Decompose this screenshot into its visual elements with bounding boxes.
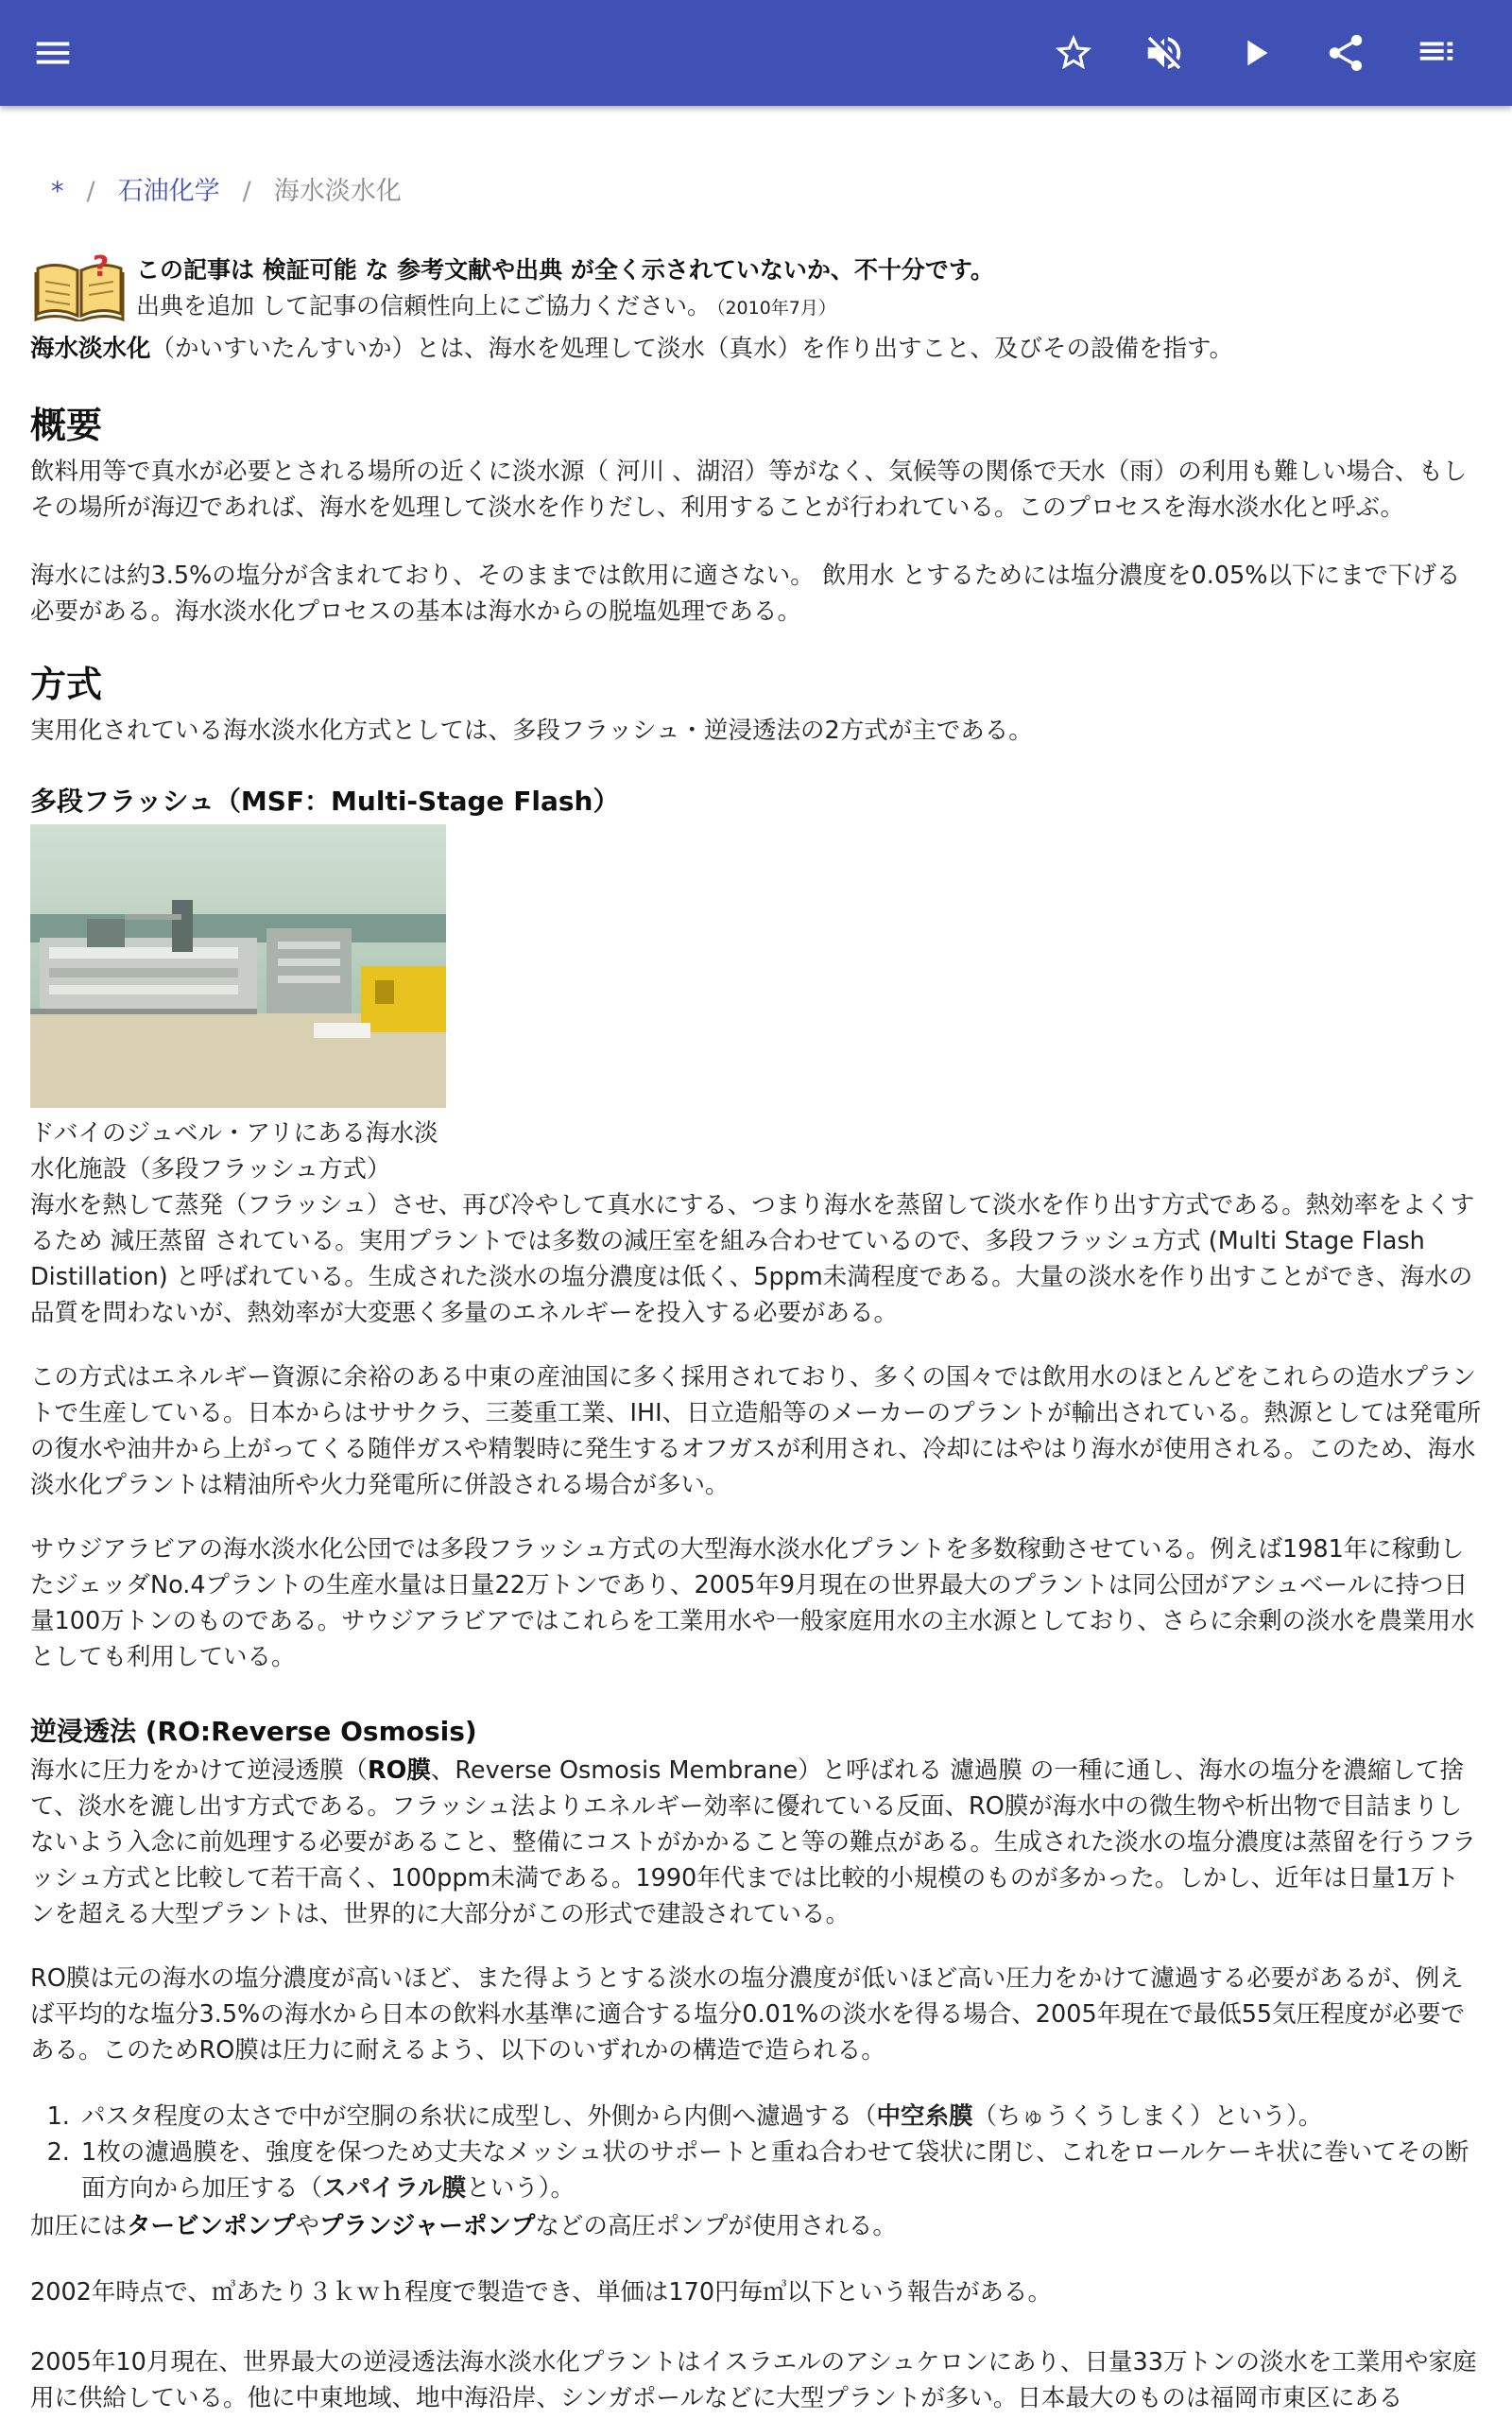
breadcrumb-separator: /: [86, 177, 95, 206]
intro-paragraph: [30, 331, 1482, 367]
methods-paragraph: 実用化されている海水淡水化方式としては、多段フラッシュ・逆浸透法の2方式が主である。: [30, 717, 1033, 745]
photo-caption: ドバイのジュベル・アリにある海水淡水化施設（多段フラッシュ方式）: [30, 1119, 438, 1184]
ro-text-c: 、Reverse Osmosis Membrane）と呼ばれる 濾過膜 の一種に通し、海水の塩分を濃縮して捨て、淡水を漉し出す方式である。フラッシュ法よりエネルギー効率に優れている反面、RO膜が海水中の微生物や析出物で目詰まりしないよう入念に前処理する必要があること、整備にコストがかかること等の難点がある。生成された淡水の塩分濃度は蒸留を行うフラッシュ方式と比較して若干高く、100ppm未満である。1990年代までは比較的小規模のものが多かった。しかし、近年は日量1万トンを超える大型プラントは、世界的に大部分がこの形式で建設されている。: [30, 1756, 1477, 1928]
pump-text: などの高圧ポンプが使用される。: [535, 2212, 897, 2240]
breadcrumb: [30, 170, 402, 207]
spiral-membrane-term: スパイラル膜: [322, 2174, 467, 2203]
notice-date: （2010年7月）: [715, 298, 836, 319]
list-item: [77, 2135, 1482, 2206]
cost-paragraph: 2002年時点で、㎥あたり３ｋｗｈ程度で製造でき、単価は170円毎㎥以下という報告がある。: [30, 2278, 1053, 2307]
list-item-text: パスタ程度の太さで中が空胴の糸状に成型し、外側から内側へ濾過する（: [81, 2102, 877, 2131]
share-icon[interactable]: [1317, 25, 1374, 81]
citation-notice: [30, 246, 1482, 321]
hollow-fiber-term: 中空糸膜: [876, 2102, 973, 2131]
breadcrumb-separator: /: [242, 177, 251, 206]
play-icon[interactable]: [1227, 25, 1283, 81]
ro-membrane-term: RO膜: [368, 1756, 431, 1785]
playlist-icon[interactable]: [1408, 25, 1465, 81]
ro-text-a: 海水に圧力をかけて逆浸透膜（: [30, 1756, 369, 1785]
volume-off-icon[interactable]: [1136, 25, 1193, 81]
pump-paragraph: [30, 2208, 1482, 2244]
breadcrumb-home[interactable]: *: [51, 177, 64, 206]
subsection-heading-msf: 多段フラッシュ（MSF：Multi-Stage Flash）: [30, 786, 620, 817]
section-heading-methods: 方式: [30, 664, 103, 705]
ro-paragraph-1: [30, 1753, 1482, 1932]
open-book-icon: [34, 248, 125, 321]
desalination-plant-photo[interactable]: [30, 824, 446, 1108]
notice-line-2: [136, 287, 836, 321]
breadcrumb-current: 海水淡水化: [273, 177, 402, 206]
notice-line-1: この記事は 検証可能 な 参考文献や出典 が全く示されていないか、不十分です。: [136, 256, 994, 284]
plunger-pump-term: プランジャーポンプ: [319, 2212, 536, 2240]
list-item-text: という）。: [466, 2174, 576, 2203]
list-item: [77, 2099, 1482, 2135]
msf-paragraph-1: 海水を熱して蒸発（フラッシュ）させ、再び冷やして真水にする、つまり海水を蒸留して淡水を作り出す方式である。熱効率をよくするため 減圧蒸留 されている。実用プラントでは多数の減圧室を組み合わせているので、多段フラッシュ方式 (Multi Stage Flash Distillation) と呼ばれている。生成された淡水の塩分濃度は低く、5ppm未満程度である。大量の淡水を作り出すことができ、海水の品質を問わないが、熱効率が大変悪く多量のエネルギーを投入する必要がある。: [30, 1191, 1475, 1327]
largest-plant-paragraph: 2005年10月現在、世界最大の逆浸透法海水淡水化プラントはイスラエルのアシュケロンにあり、日量33万トンの淡水を工業用や家庭用に供給している。他に中東地域、地中海沿岸、シンガポールなどに大型プラントが多い。日本最大のものは福岡市東区にある: [30, 2348, 1477, 2412]
list-item-text: （ちゅうくうしまく）という）。: [972, 2102, 1323, 2131]
pump-text: や: [295, 2212, 320, 2240]
section-heading-overview: 概要: [30, 405, 103, 446]
star-outline-icon[interactable]: [1045, 25, 1102, 81]
turbine-pump-term: タービンポンプ: [127, 2212, 296, 2240]
intro-term: 海水淡水化: [30, 335, 151, 363]
breadcrumb-parent[interactable]: 石油化学: [117, 177, 220, 206]
msf-paragraph-2: この方式はエネルギー資源に余裕のある中東の産油国に多く採用されており、多くの国々では飲用水のほとんどをこれらの造水プラントで生産している。日本からはササクラ、三菱重工業、IHI、日立造船等のメーカーのプラントが輸出されている。熱源としては発電所の復水や油井から上がってくる随伴ガスや精製時に発生するオフガスが利用され、冷却にはやはり海水が使用される。このため、海水淡水化プラントは精油所や火力発電所に併設される場合が多い。: [30, 1363, 1482, 1499]
svg-text:?: ?: [93, 251, 110, 284]
intro-text: （かいすいたんすいか）とは、海水を処理して淡水（真水）を作り出すこと、及びその設備を指す。: [150, 335, 1233, 363]
notice-add-source-text[interactable]: 出典を追加 して記事の信頼性向上にご協力ください。: [136, 292, 711, 320]
pump-text: 加圧には: [30, 2212, 128, 2240]
overview-paragraph-2: 海水には約3.5%の塩分が含まれており、そのままでは飲用に適さない。 飲用水 とするためには塩分濃度を0.05%以下にまで下げる必要がある。海水淡水化プロセスの基本は海水からの脱塩処理である。: [30, 562, 1461, 626]
subsection-heading-ro: 逆浸透法 (RO:Reverse Osmosis): [30, 1716, 477, 1747]
overview-paragraph-1: 飲料用等で真水が必要とされる場所の近くに淡水源（ 河川 、湖沼）等がなく、気候等の関係で天水（雨）の利用も難しい場合、もしその場所が海辺であれば、海水を処理して淡水を作りだし、利用することが行われている。このプロセスを海水淡水化と呼ぶ。: [30, 458, 1468, 522]
hamburger-menu-icon[interactable]: [25, 25, 81, 81]
list-item-text: 1枚の濾過膜を、強度を保つため丈夫なメッシュ状のサポートと重ね合わせて袋状に閉じ、これをロールケーキ状に巻いてその断面方向から加圧する（: [81, 2138, 1469, 2203]
ro-paragraph-2: RO膜は元の海水の塩分濃度が高いほど、また得ようとする淡水の塩分濃度が低いほど高い圧力をかけて濾過する必要があるが、例えば平均的な塩分3.5%の海水から日本の飲料水基準に適合する塩分0.01%の淡水を得る場合、2005年現在で最低55気圧程度が必要である。このためRO膜は圧力に耐えるよう、以下のいずれかの構造で造られる。: [30, 1964, 1466, 2065]
app-bar: [0, 0, 1512, 106]
membrane-structure-list: [30, 2099, 1482, 2206]
msf-paragraph-3: サウジアラビアの海水淡水化公団では多段フラッシュ方式の大型海水淡水化プラントを多数稼動させている。例えば1981年に稼動したジェッダNo.4プラントの生産水量は日量22万トンであり、2005年9月現在の世界最大のプラントは同公団がアシュベールに持つ日量100万トンのものである。サウジアラビアではこれらを工業用水や一般家庭用水の主水源としており、さらに余剰の淡水を農業用水としても利用している。: [30, 1535, 1475, 1671]
